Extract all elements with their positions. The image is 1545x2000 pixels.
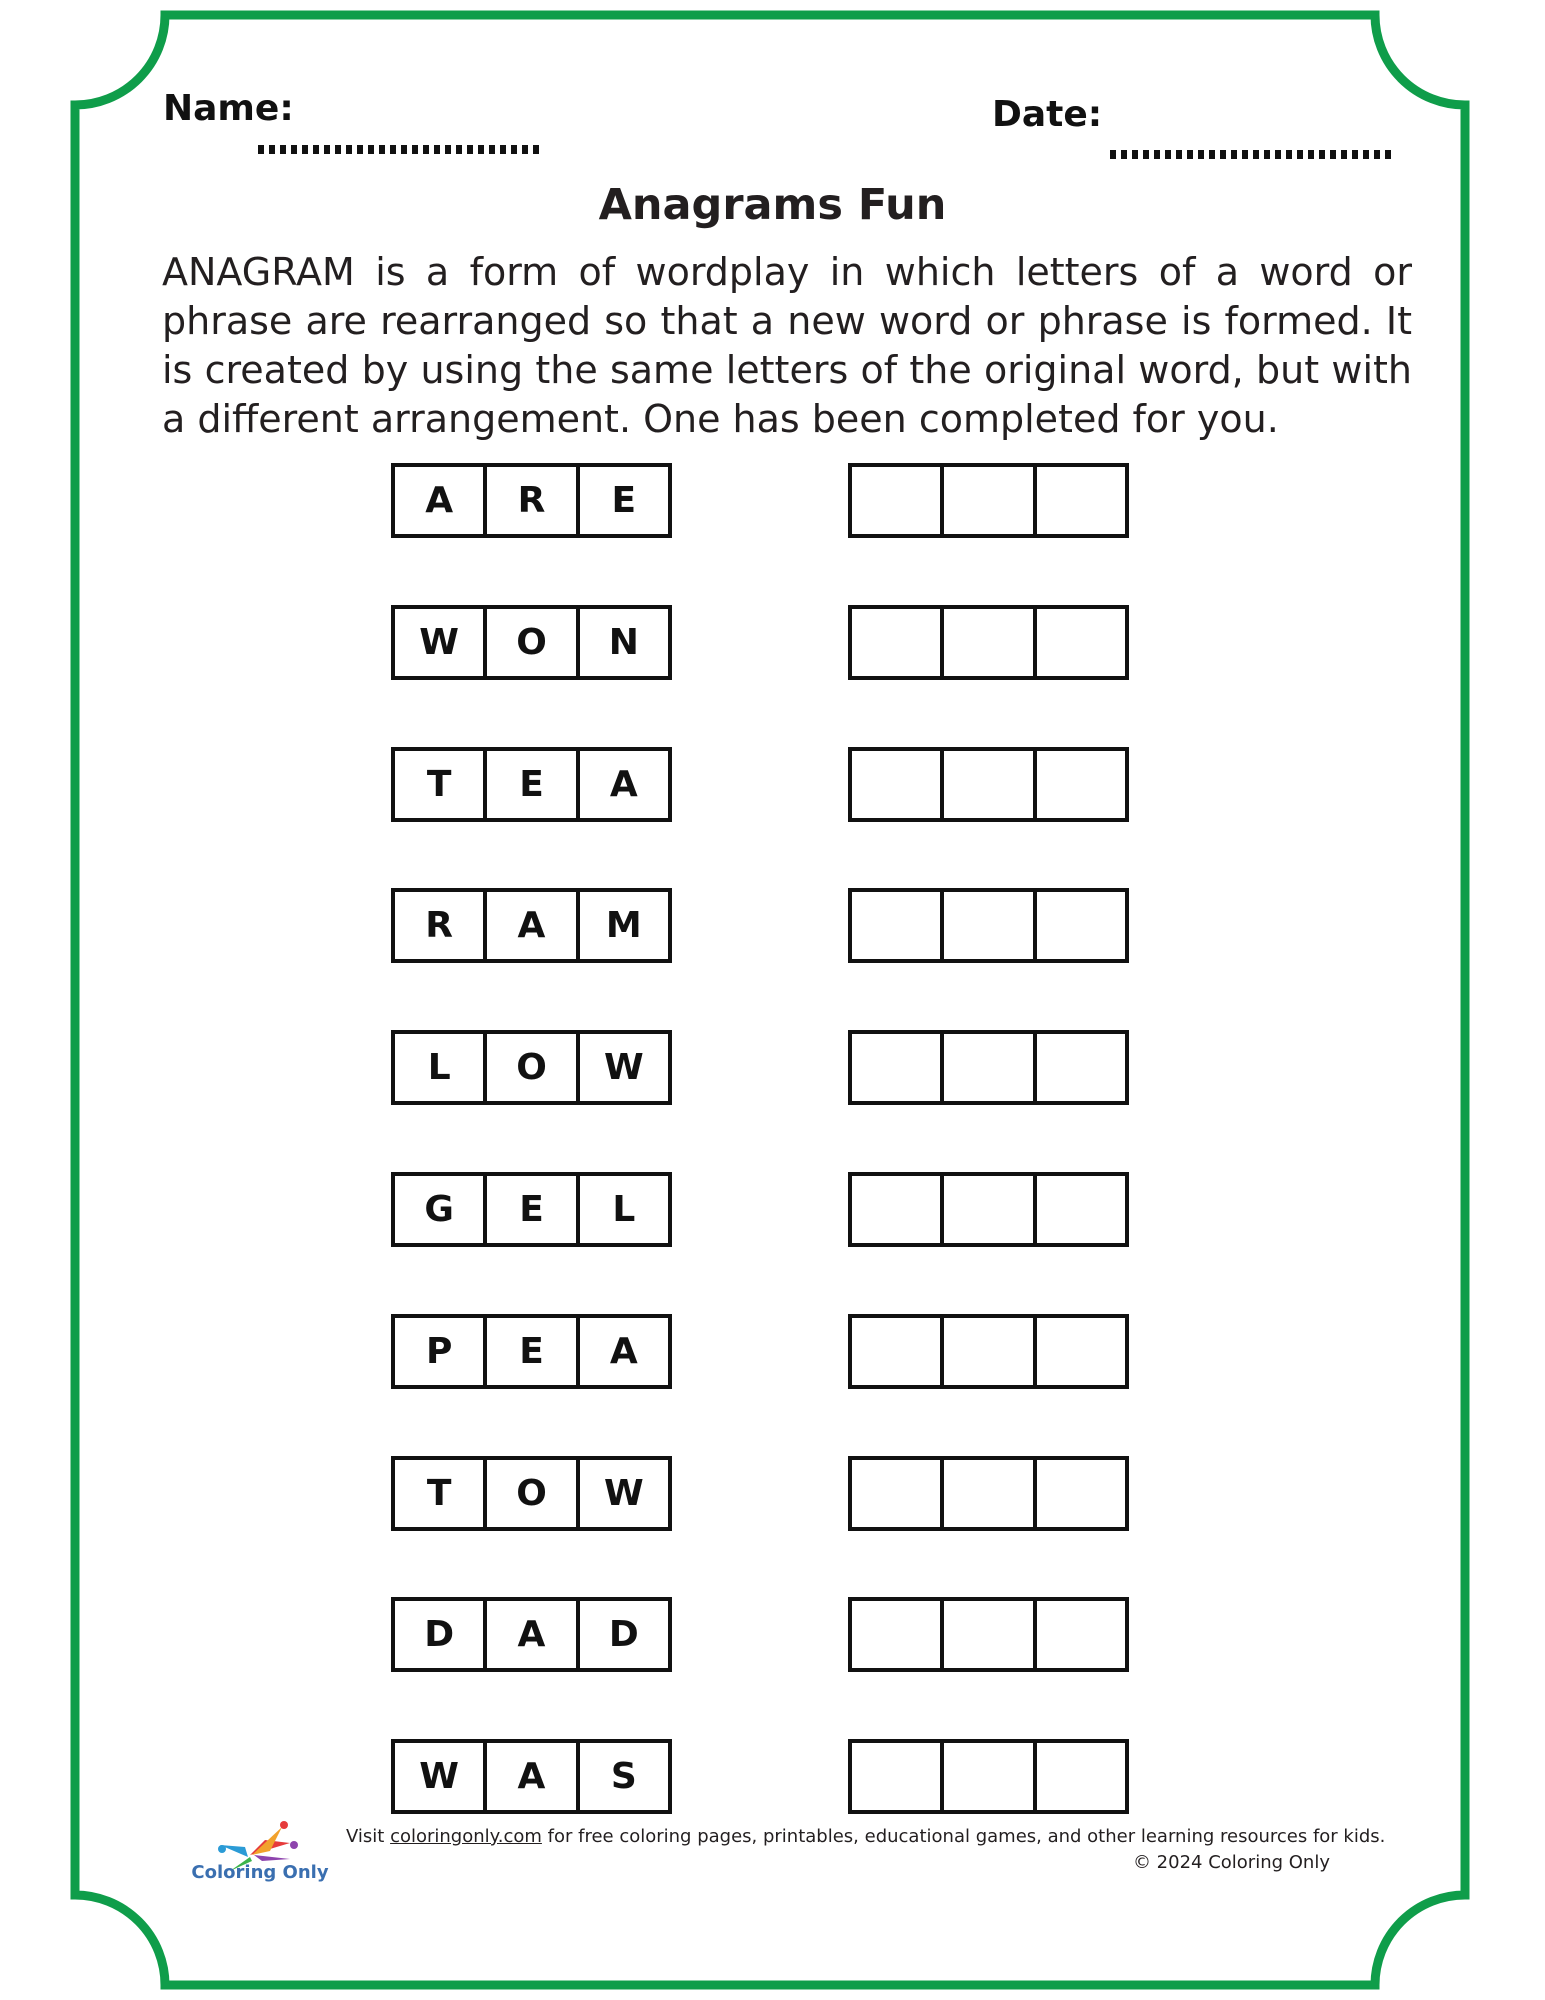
letter-cell: A (487, 892, 579, 959)
letter-cell: W (395, 609, 487, 676)
letter-cell: D (608, 1614, 639, 1655)
scrambled-word-box (391, 1597, 672, 1672)
letter-cell: A (487, 1743, 579, 1810)
answer-cell[interactable] (944, 751, 1036, 818)
answer-cell[interactable] (852, 1318, 944, 1385)
letter-cell: L (395, 1034, 487, 1101)
answer-cell[interactable] (852, 1601, 944, 1668)
letter-cell: R (395, 892, 487, 959)
answer-cell[interactable] (944, 892, 1036, 959)
answer-cell[interactable] (852, 1743, 944, 1810)
answer-word-box[interactable] (848, 1172, 1129, 1247)
answer-cell[interactable] (1037, 609, 1125, 676)
answer-cell[interactable] (852, 1176, 944, 1243)
scrambled-word-box (391, 1739, 672, 1814)
page-title: Anagrams Fun (598, 180, 947, 230)
scrambled-word-box (391, 1172, 672, 1247)
answer-word-box[interactable] (848, 463, 1129, 538)
answer-cell[interactable] (944, 1034, 1036, 1101)
scrambled-word-box (391, 1030, 672, 1105)
answer-cell[interactable] (944, 1601, 1036, 1668)
answer-cell[interactable] (852, 892, 944, 959)
answer-cell[interactable] (1037, 467, 1125, 534)
answer-cell[interactable] (1037, 751, 1125, 818)
letter-cell: E (487, 1176, 579, 1243)
letter-cell: O (487, 1460, 579, 1527)
letter-cell: G (395, 1176, 487, 1243)
answer-word-box[interactable] (848, 605, 1129, 680)
scrambled-word-box (391, 605, 672, 680)
answer-cell[interactable] (852, 1034, 944, 1101)
letter-cell: L (612, 1189, 636, 1230)
scrambled-word-box (391, 463, 672, 538)
answer-cell[interactable] (1037, 1601, 1125, 1668)
answer-cell[interactable] (944, 1318, 1036, 1385)
answer-cell[interactable] (852, 751, 944, 818)
answer-cell[interactable] (944, 609, 1036, 676)
answer-cell[interactable] (944, 1460, 1036, 1527)
name-label: Name: (163, 88, 294, 129)
answer-word-box[interactable] (848, 1314, 1129, 1389)
answer-word-box[interactable] (848, 1597, 1129, 1672)
letter-cell: M (605, 905, 642, 946)
answer-word-box[interactable] (848, 1030, 1129, 1105)
answer-cell[interactable] (944, 1176, 1036, 1243)
answer-cell[interactable] (1037, 1176, 1125, 1243)
answer-cell[interactable] (944, 1743, 1036, 1810)
answer-cell[interactable] (1037, 1460, 1125, 1527)
letter-cell: A (609, 764, 638, 805)
footer-visit-text (346, 1826, 1385, 1847)
answer-cell[interactable] (852, 1460, 944, 1527)
answer-cell[interactable] (852, 467, 944, 534)
letter-cell: P (395, 1318, 487, 1385)
answer-cell[interactable] (1037, 1034, 1125, 1101)
letter-cell: O (487, 1034, 579, 1101)
instructions-paragraph: ANAGRAM is a form of wordplay in which letters of a word or phrase are rearranged so that a new word or phrase is formed. It is created by using the same letters of the original word, but with a different arrangement. One has been completed for you. (162, 250, 1412, 441)
letter-cell: A (609, 1331, 638, 1372)
letter-cell: A (487, 1601, 579, 1668)
answer-cell[interactable] (1037, 892, 1125, 959)
answer-cell[interactable] (944, 467, 1036, 534)
copyright-text: © 2024 Coloring Only (1132, 1852, 1330, 1873)
letter-cell: T (395, 1460, 487, 1527)
letter-cell: E (487, 751, 579, 818)
answer-cell[interactable] (1037, 1318, 1125, 1385)
answer-word-box[interactable] (848, 1739, 1129, 1814)
letter-cell: W (603, 1473, 644, 1514)
scrambled-word-box (391, 1314, 672, 1389)
letter-cell: E (611, 480, 637, 521)
letter-cell: A (395, 467, 487, 534)
answer-word-box[interactable] (848, 888, 1129, 963)
letter-cell: S (610, 1756, 637, 1797)
scrambled-word-box (391, 1456, 672, 1531)
answer-cell[interactable] (1037, 1743, 1125, 1810)
letter-cell: T (395, 751, 487, 818)
letter-cell: W (603, 1047, 644, 1088)
letter-cell: E (487, 1318, 579, 1385)
letter-cell: W (395, 1743, 487, 1810)
scrambled-word-box (391, 888, 672, 963)
footer-visit-suffix: for free coloring pages, printables, educational games, and other learning resources for kids. (541, 1826, 1386, 1847)
scrambled-word-box (391, 747, 672, 822)
logo-text: Coloring Only (191, 1862, 329, 1883)
coloringonly-link[interactable]: coloringonly.com (390, 1826, 542, 1847)
letter-cell: D (395, 1601, 487, 1668)
letter-cell: O (487, 609, 579, 676)
answer-cell[interactable] (852, 609, 944, 676)
letter-cell: N (608, 622, 639, 663)
answer-word-box[interactable] (848, 1456, 1129, 1531)
footer-visit-prefix: Visit (346, 1826, 391, 1847)
date-label: Date: (992, 94, 1103, 135)
answer-word-box[interactable] (848, 747, 1129, 822)
letter-cell: R (487, 467, 579, 534)
